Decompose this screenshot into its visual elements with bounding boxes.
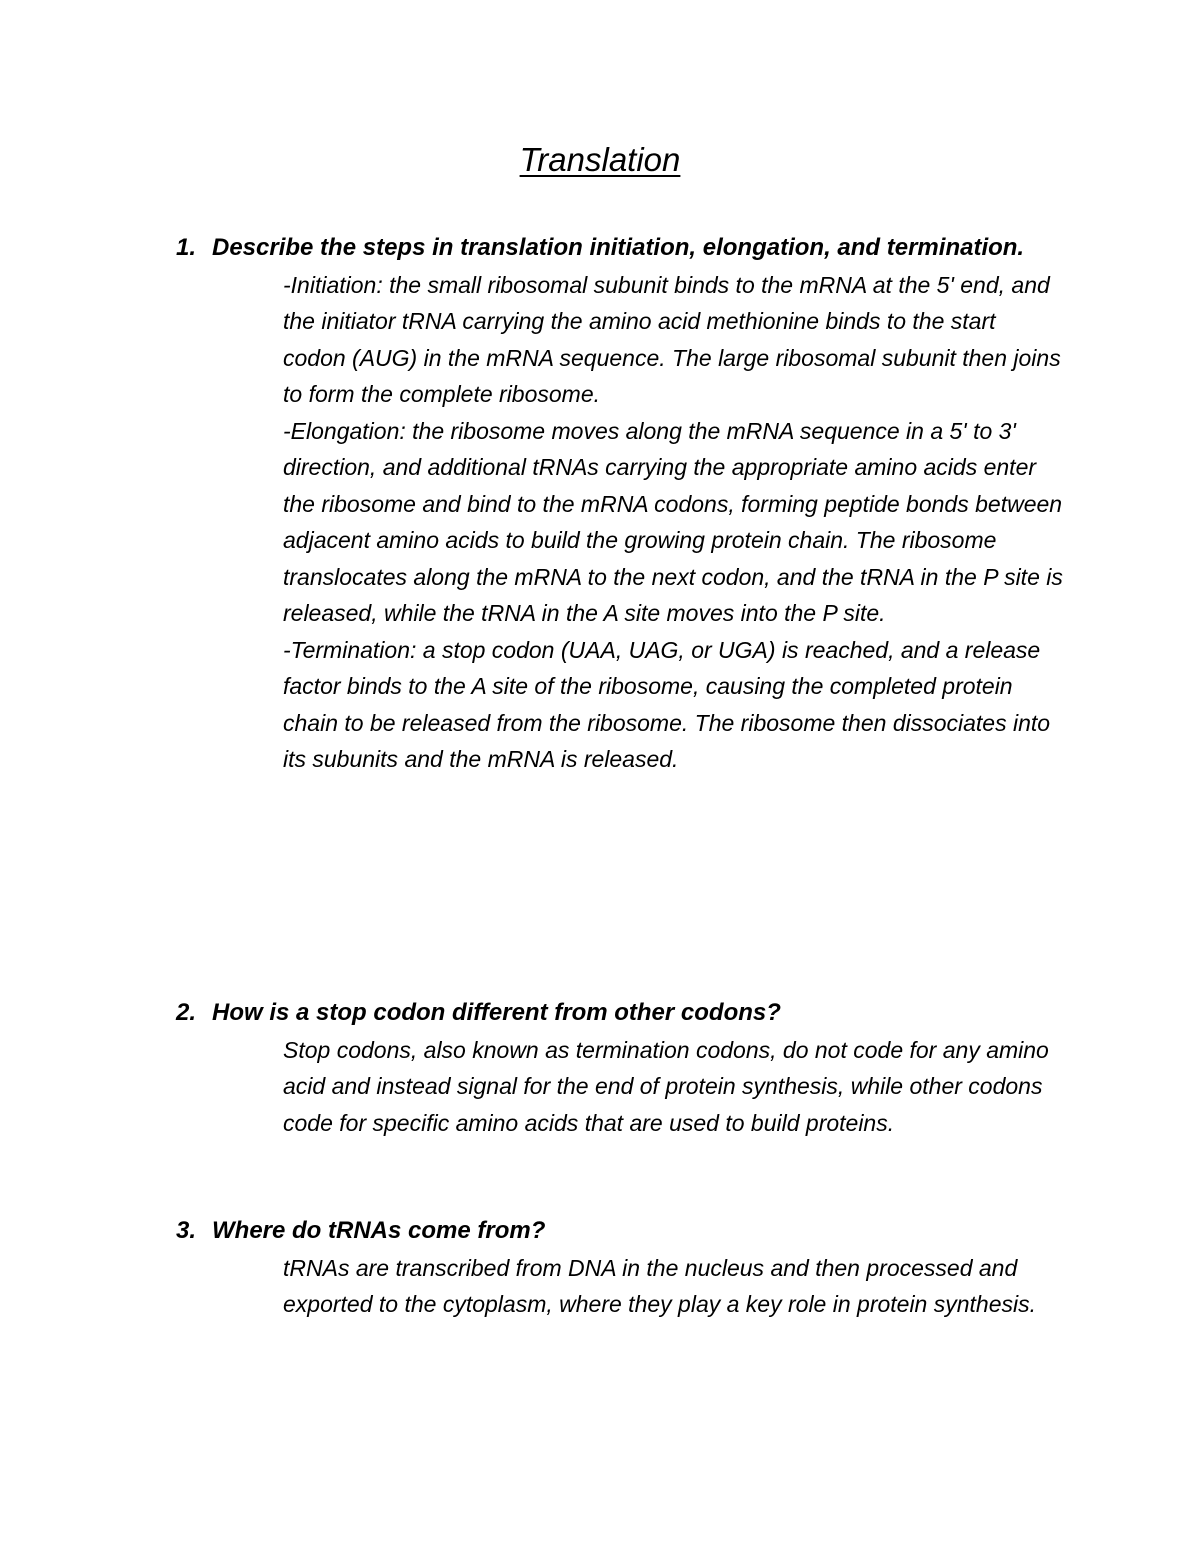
answer-block — [283, 267, 1063, 778]
question-2 — [176, 995, 1076, 1141]
question-text: How is a stop codon different from other codons? — [212, 999, 781, 1026]
answer-elongation: -Elongation: the ribosome moves along the mRNA sequence in a 5' to 3' direction, and additional tRNAs carrying the appropriate amino acids enter the ribosome and bind to the mRNA codons, forming peptide bonds between adjacent amino acids to build the growing protein chain. The ribosome translocates along the mRNA to the next codon, and the tRNA in the P site is released, while the tRNA in the A site moves into the P site. — [283, 417, 1063, 626]
page-title: Translation — [519, 141, 681, 178]
question-number: 2. — [176, 999, 197, 1026]
question-number: 3. — [176, 1217, 197, 1244]
answer-block — [283, 1032, 1063, 1142]
answer-text: tRNAs are transcribed from DNA in the nucleus and then processed and exported to the cytoplasm, where they play a key role in protein synthesis. — [283, 1254, 1037, 1317]
answer-termination: -Termination: a stop codon (UAA, UAG, or UGA) is reached, and a release factor binds to the A site of the ribosome, causing the completed protein chain to be released from the ribosome. The ribosome then dissociates into its subunits and the mRNA is released. — [283, 636, 1051, 772]
answer-text: Stop codons, also known as termination codons, do not code for any amino acid and instead signal for the end of protein synthesis, while other codons code for specific amino acids that are used to build proteins. — [283, 1036, 1049, 1136]
question-1 — [176, 230, 1076, 778]
answer-initiation: -Initiation: the small ribosomal subunit binds to the mRNA at the 5' end, and the initiator tRNA carrying the amino acid methionine binds to the start codon (AUG) in the mRNA sequence. The large ribosomal subunit then joins to form the complete ribosome. — [283, 271, 1061, 407]
question-text: Where do tRNAs come from? — [212, 1217, 546, 1244]
question-3 — [176, 1213, 1076, 1323]
answer-block — [283, 1250, 1063, 1323]
question-text: Describe the steps in translation initiation, elongation, and termination. — [212, 234, 1025, 261]
question-number: 1. — [176, 234, 197, 261]
